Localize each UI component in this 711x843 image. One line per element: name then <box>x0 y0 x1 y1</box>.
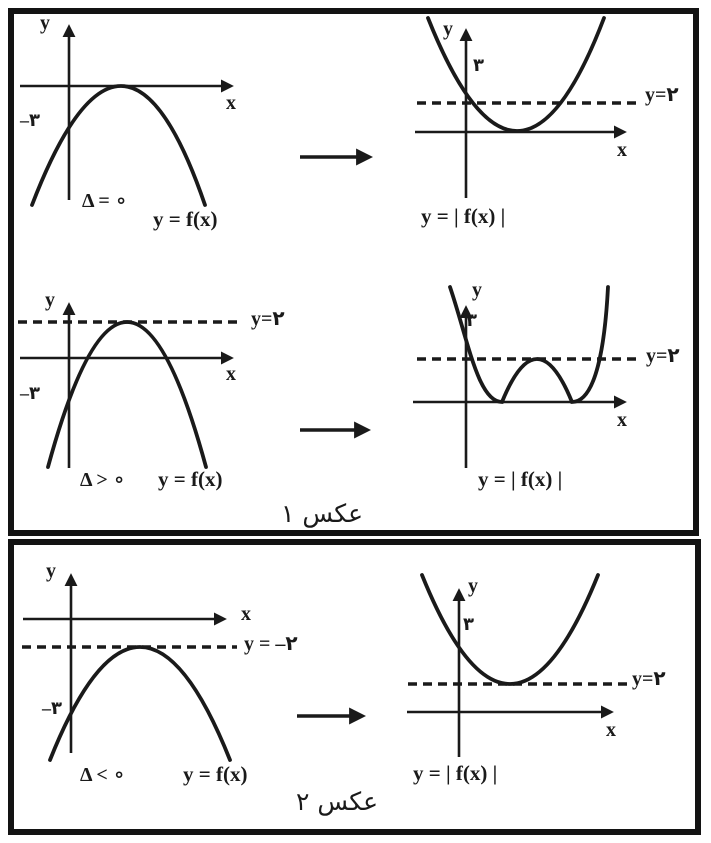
p4-y-intercept-label: ۳ <box>466 310 477 330</box>
p1-y-axis-label: y <box>40 12 50 34</box>
p1-parabola <box>32 86 205 205</box>
p5-x-axis-label: x <box>241 603 251 625</box>
p1-condition-label: Δ = ∘ <box>82 190 128 212</box>
p1-x-axis-label: x <box>226 92 236 114</box>
p4-guide-line-label: y=۲ <box>646 345 680 367</box>
p5-parabola <box>50 647 230 760</box>
p6-parabola <box>422 575 598 684</box>
p1-y-intercept-label: –۳ <box>20 110 40 130</box>
p3-y-axis-label: y <box>45 289 55 311</box>
p2-curve-label: y = | f(x) | <box>421 204 506 228</box>
p3-x-axis-label: x <box>226 363 236 385</box>
p4-x-axis-label: x <box>617 409 627 431</box>
p2-x-axis-label: x <box>617 139 627 161</box>
p6-y-intercept-label: ۳ <box>463 614 474 634</box>
p5-y-intercept-label: –۳ <box>42 698 62 718</box>
p3-curve-label: y = f(x) <box>158 467 223 491</box>
p3-parabola <box>48 322 206 467</box>
p6-curve-label: y = | f(x) | <box>413 761 498 785</box>
p1-curve-label: y = f(x) <box>153 207 218 231</box>
p6-x-axis-label: x <box>606 719 616 741</box>
p6-guide-line-label: y=۲ <box>632 668 666 690</box>
p3-y-intercept-label: –۳ <box>20 383 40 403</box>
p3-condition-label: Δ > ∘ <box>80 469 126 491</box>
p5-curve-label: y = f(x) <box>183 762 248 786</box>
p6-y-axis-label: y <box>468 575 478 597</box>
p5-condition-label: Δ < ∘ <box>80 764 126 786</box>
figure2-caption: عکس ۲ <box>296 787 378 816</box>
p2-guide-line-label: y=۲ <box>645 84 679 106</box>
p4-curve-label: y = | f(x) | <box>478 467 563 491</box>
figure1-caption: عکس ۱ <box>281 499 363 528</box>
p4-abs-curve <box>450 287 608 402</box>
p2-y-intercept-label: ۳ <box>473 55 484 75</box>
p5-guide-line-label: y = –۲ <box>244 633 298 655</box>
p2-y-axis-label: y <box>443 18 453 40</box>
p4-y-axis-label: y <box>472 279 482 301</box>
p3-guide-line-label: y=۲ <box>251 308 285 330</box>
p2-parabola <box>428 18 604 131</box>
p5-y-axis-label: y <box>46 560 56 582</box>
